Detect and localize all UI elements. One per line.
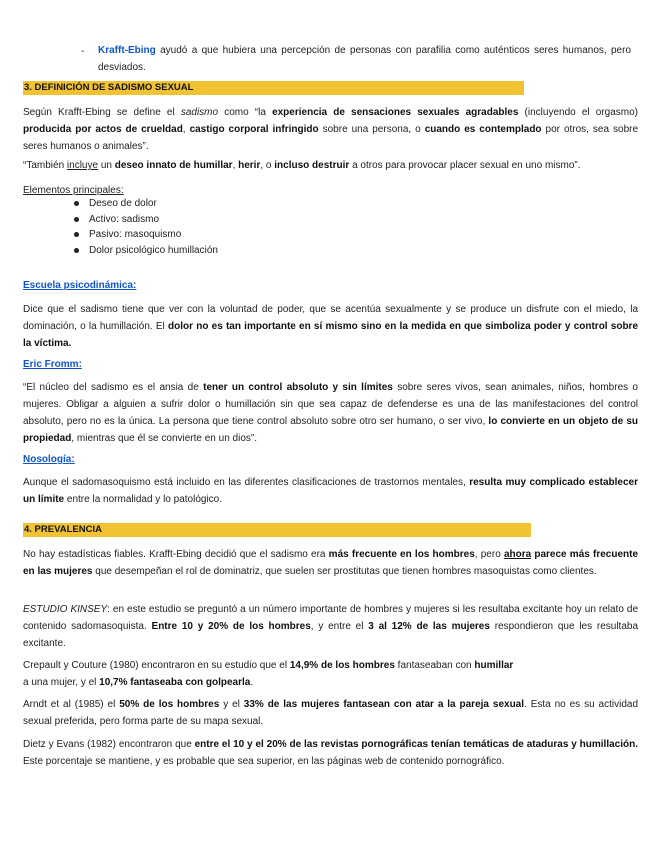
nosologia-heading-row	[23, 451, 638, 468]
section-3-heading: 3. DEFINICIÓN DE SADISMO SEXUAL	[23, 81, 524, 95]
definition-paragraph: Según Krafft-Ebing se define el sadismo como “la experiencia de sensaciones sexuales agradables (incluyendo el orgasmo) producida por actos de crueldad, castigo corporal infringido sobre una persona, o cuando es contemplado por otros, sea sobre seres humanos o animales”.	[23, 107, 639, 152]
crepault-paragraph: Crepault y Couture (1980) encontraron en su estudio que el 14,9% de los hombres fantaseaban con humillar a una mujer, y el 10,7% fantaseaba con golpearla.	[23, 660, 514, 688]
list-item: Deseo de dolor	[89, 196, 218, 212]
list-item: Dolor psicológico humillación	[89, 243, 218, 259]
dash-marker: -	[81, 46, 85, 57]
bullet-icon	[74, 217, 79, 222]
psicodinamica-heading-row	[23, 277, 638, 294]
bullet-icon	[74, 248, 79, 253]
fromm-paragraph: “El núcleo del sadismo es el ansia de tener un control absoluto y sin límites sobre seres vivos, sean animales, niños, hombres o mujeres. Obligar a alguien a sufrir dolor o humillación sin que sea capaz de defenderse es una de las manifestaciones del control absoluto, pero no es la única. La persona que tiene control absoluto sobre otro ser humano, o ser vivo, lo convierte en un objeto de su propiedad, mientras que él se convierte en un dios”.	[23, 382, 638, 444]
psicodinamica-paragraph: Dice que el sadismo tiene que ver con la voluntad de poder, que se acentúa sexualmente y se produce un disfrute con el miedo, la dominación, o la humillación. El dolor no es tan importante en sí mismo sino en la medida en que simboliza poder y control sobre la víctima.	[23, 304, 639, 349]
intro-paragraph: Krafft-Ebing ayudó a que hubiera una percepción de personas con parafilia como auténticos seres humanos, pero desviados.	[98, 45, 632, 73]
bullet-icon	[74, 201, 79, 206]
fromm-heading-row	[23, 356, 638, 373]
quote-paragraph: “También incluye un deseo innato de humillar, herir, o incluso destruir a otros para provocar placer sexual en uno mismo”.	[23, 160, 581, 171]
nosologia-heading[interactable]: Nosología:	[23, 454, 75, 465]
arndt-paragraph: Arndt et al (1985) el 50% de los hombres y el 33% de las mujeres fantasean con atar a la pareja sexual. Esta no es su actividad sexual preferida, pero forma parte de su mapa sexual.	[23, 699, 639, 727]
kinsey-paragraph: ESTUDIO KINSEY: en este estudio se preguntó a un número importante de hombres y mujeres si les resultaba excitante hoy un relato de contenido sadomasoquista. Entre 10 y 20% de los hombres, y entre el 3 al 12% de las mujeres respondieron que les resultaba excitante.	[23, 604, 639, 649]
dietz-paragraph: Dietz y Evans (1982) encontraron que entre el 10 y el 20% de las revistas pornográficas tenían temáticas de ataduras y humillación. Este porcentaje se mantiene, y es probable que sea superior, en las páginas web de contenido pornográfico.	[23, 739, 638, 767]
prevalencia-paragraph: No hay estadísticas fiables. Krafft-Ebing decidió que el sadismo era más frecuente en los hombres, pero ahora parece más frecuente en las mujeres que desempeñan el rol de dominatriz, que suelen ser prostitutas que tienen hombres masoquistas como clientes.	[23, 549, 639, 577]
fromm-heading[interactable]: Eric Fromm:	[23, 359, 82, 370]
bullet-icon	[74, 232, 79, 237]
nosologia-paragraph: Aunque el sadomasoquismo está incluido en las diferentes clasificaciones de trastornos mentales, resulta muy complicado establecer un límite entre la normalidad y lo patológico.	[23, 477, 638, 505]
section-4-heading: 4. PREVALENCIA	[23, 523, 531, 537]
list-item: Pasivo: masoquismo	[89, 227, 218, 243]
krafft-ebing-name: Krafft-Ebing	[98, 45, 156, 56]
list-item: Activo: sadismo	[89, 212, 218, 228]
psicodinamica-heading[interactable]: Escuela psicodinámica:	[23, 280, 137, 291]
elements-title: Elementos principales:	[23, 185, 124, 196]
